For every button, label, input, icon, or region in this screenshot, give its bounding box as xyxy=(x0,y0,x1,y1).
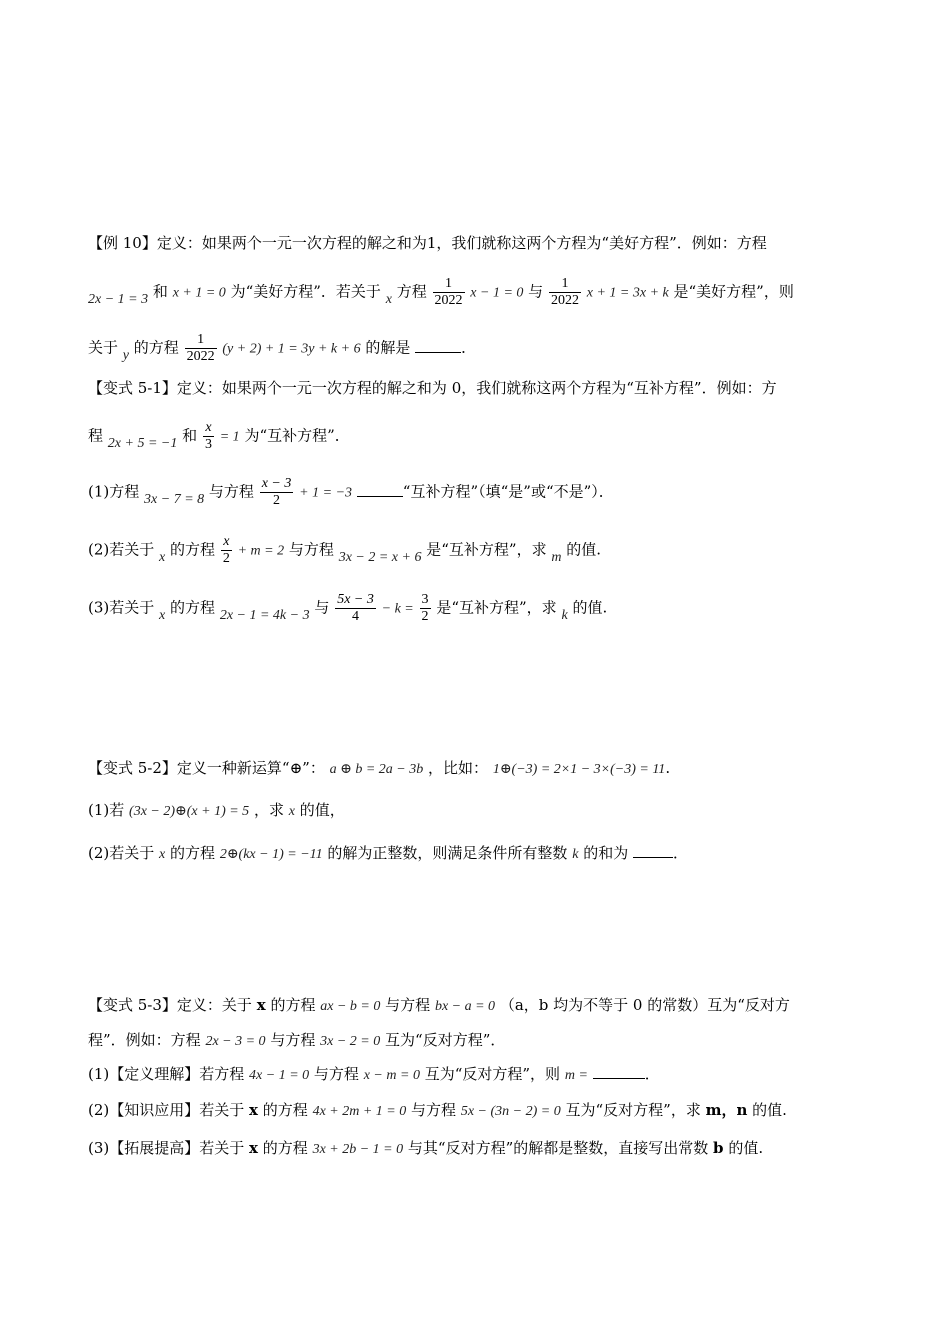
v51-line-1 xyxy=(88,378,890,398)
answer-blank[interactable] xyxy=(357,482,403,497)
v51-q3-fraction: $\frac{5x - 3}{4}$ xyxy=(337,592,374,624)
v51-q3-text: 是“互补方程”，求 xyxy=(436,598,557,617)
v53-text: 互为“反对方程”． xyxy=(385,1031,506,1049)
v52-q1-text: 的值， xyxy=(299,801,345,819)
ex10-line-2 xyxy=(88,276,890,309)
ex10-and: 和 xyxy=(152,282,168,301)
v52-q2-end: ． xyxy=(673,844,689,862)
v52-q2-text: (2)若关于 xyxy=(88,844,155,862)
v53-q3-text: 的值. xyxy=(728,1139,764,1157)
v53-q3-eq: 3x + 2b − 1 = 0 xyxy=(312,1142,404,1157)
ex10-text: 的解是 xyxy=(365,338,411,357)
v53-q2-var-x: x xyxy=(249,1101,258,1119)
v52-text: ，比如： xyxy=(428,759,489,777)
v53-eq-2: bx − a = 0 xyxy=(434,999,496,1014)
v51-text: 【变式 5-1】定义：如果两个一元一次方程的解之和为 0，我们就称这两个方程为“互补方程”．例如：方 xyxy=(88,379,777,397)
v51-and: 和 xyxy=(182,426,198,445)
v52-q1-eq: (3x − 2)⊕(x + 1) = 5 xyxy=(129,804,250,819)
v53-q1-text: (1)【定义理解】若方程 xyxy=(88,1065,245,1083)
v53-q2-text: 的值. xyxy=(752,1101,787,1119)
v51-q3-text: 与 xyxy=(314,598,330,617)
v51-text: 为“互补方程”． xyxy=(244,426,350,445)
v53-q2 xyxy=(88,1100,890,1122)
v53-text: 与方程 xyxy=(385,996,431,1014)
v52-line-1 xyxy=(88,758,890,780)
v51-q1-text: 与方程 xyxy=(208,482,254,501)
ex10-text: 关于 xyxy=(88,338,119,357)
v53-q1-end: ． xyxy=(644,1065,660,1083)
v53-q1-eq-2: x − m = 0 xyxy=(363,1068,420,1083)
ex10-eq-3: x − 1 = 0 xyxy=(470,285,524,301)
ex10-line-3 xyxy=(88,332,890,365)
v51-eq-1: 2x + 5 = −1 xyxy=(107,435,178,451)
ex10-text: 是“美好方程”，则 xyxy=(673,282,794,301)
v52-q2-eq: 2⊕(kx − 1) = −11 xyxy=(219,847,323,862)
v53-q3-text: 与其“反对方程”的解都是整数，直接写出常数 xyxy=(407,1139,709,1157)
v52-q1 xyxy=(88,800,890,822)
v53-line-2 xyxy=(88,1030,890,1052)
ex10-with: 与 xyxy=(528,282,544,301)
ex10-text: 【例 10】定义：如果两个一元一次方程的解之和为1，我们就称这两个方程为“美好方程”．例如：方程 xyxy=(88,234,767,252)
ex10-fraction: $\frac{1}{2022}$ xyxy=(186,332,215,364)
v53-q1 xyxy=(88,1064,890,1086)
v51-line-2 xyxy=(88,420,890,453)
v51-q2-text: 的方程 xyxy=(170,540,216,559)
v53-q3-var-b: b xyxy=(713,1139,724,1157)
v51-text: 程 xyxy=(88,426,104,445)
v51-q1-text: (1)方程 xyxy=(88,482,140,501)
v53-q3 xyxy=(88,1138,890,1160)
ex10-var-x: x xyxy=(385,291,392,307)
v51-q2-eq-2: 3x − 2 = x + 6 xyxy=(338,549,422,565)
answer-blank[interactable] xyxy=(593,1064,645,1079)
v51-q1 xyxy=(88,476,890,509)
v51-q2-text: (2)若关于 xyxy=(88,540,155,559)
ex10-end: ． xyxy=(461,338,477,357)
v53-q2-text: 互为“反对方程”，求 xyxy=(565,1101,701,1119)
v53-q3-text: (3)【拓展提高】若关于 xyxy=(88,1139,245,1157)
v51-q3-fraction-2: $\frac{3}{2}$ xyxy=(421,592,429,624)
v52-text: 【变式 5-2】定义一种新运算“⊕”： xyxy=(88,759,325,777)
v53-q2-text: 与方程 xyxy=(411,1101,457,1119)
v53-q2-eq-2: 5x − (3n − 2) = 0 xyxy=(460,1104,561,1119)
ex10-eq-4: x + 1 = 3x + k xyxy=(586,285,669,301)
v51-eq-2: = 1 xyxy=(219,429,240,445)
v51-q3 xyxy=(88,592,890,625)
v51-q2-text: 是“互补方程”，求 xyxy=(426,540,547,559)
v51-q2-fraction: $\frac{x}{2}$ xyxy=(222,534,230,566)
answer-blank[interactable] xyxy=(633,843,673,858)
ex10-text: 为“美好方程”．若关于 xyxy=(230,282,381,301)
v52-q2-text: 的方程 xyxy=(170,844,216,862)
v51-q3-text: 的值. xyxy=(572,598,608,617)
ex10-text: 的方程 xyxy=(133,338,179,357)
v53-q1-text: 互为“反对方程”，则 xyxy=(424,1065,561,1083)
ex10-text: 方程 xyxy=(396,282,427,301)
v53-eq-4: 3x − 2 = 0 xyxy=(320,1034,381,1049)
v52-q2 xyxy=(88,843,890,865)
ex10-eq-1: 2x − 1 = 3 xyxy=(88,291,149,307)
v51-q1-eq-1: 3x − 7 = 8 xyxy=(144,491,205,507)
v52-eq-1: a ⊕ b = 2a − 3b xyxy=(329,762,424,777)
v53-q2-vars-mn: m，n xyxy=(705,1101,748,1119)
v53-text: 的方程 xyxy=(270,996,316,1014)
v51-q3-eq-2: − k = xyxy=(381,601,414,617)
v51-q1-text: “互补方程”（填“是”或“不是”）． xyxy=(402,482,614,501)
v53-q2-text: 的方程 xyxy=(262,1101,308,1119)
v52-q2-text: 的和为 xyxy=(583,844,629,862)
v51-q2-var-x: x xyxy=(159,549,166,565)
v51-q1-eq-2: + 1 = −3 xyxy=(299,485,353,501)
v52-q1-text: ，求 xyxy=(253,801,284,819)
ex10-line-1 xyxy=(88,233,890,253)
v53-q2-eq-1: 4x + 2m + 1 = 0 xyxy=(312,1104,407,1119)
v53-q1-eq-3: m = xyxy=(564,1068,588,1083)
v51-q3-var-x: x xyxy=(159,607,166,623)
v52-q2-var-x: x xyxy=(159,847,166,862)
v53-text: 程”．例如：方程 xyxy=(88,1031,201,1049)
v53-eq-3: 2x − 3 = 0 xyxy=(205,1034,266,1049)
v51-q3-var-k: k xyxy=(561,607,568,623)
v51-q2-eq-1: + m = 2 xyxy=(237,543,285,559)
v53-text: （a，b 均为不等于 0 的常数）互为“反对方 xyxy=(499,996,790,1014)
ex10-eq-5: (y + 2) + 1 = 3y + k + 6 xyxy=(222,341,361,357)
v52-end: . xyxy=(665,759,671,777)
v51-q3-text: (3)若关于 xyxy=(88,598,155,617)
v51-q2 xyxy=(88,534,890,567)
v52-q1-text: (1)若 xyxy=(88,801,125,819)
v53-q3-var-x: x xyxy=(249,1139,258,1157)
v52-eq-2: 1⊕(−3) = 2×1 − 3×(−3) = 11 xyxy=(492,762,666,777)
v53-text: 与方程 xyxy=(270,1031,316,1049)
v53-q1-text: 与方程 xyxy=(313,1065,359,1083)
v51-q2-text: 与方程 xyxy=(288,540,334,559)
v53-text: 【变式 5-3】定义：关于 xyxy=(88,996,252,1014)
v52-q1-var-x: x xyxy=(288,804,295,819)
v53-line-1 xyxy=(88,995,890,1017)
v52-q2-var-k: k xyxy=(572,847,579,862)
v53-eq-1: ax − b = 0 xyxy=(320,999,381,1014)
answer-blank[interactable] xyxy=(415,338,461,353)
v51-q2-text: 的值. xyxy=(566,540,602,559)
v52-q2-text: 的解为正整数，则满足条件所有整数 xyxy=(327,844,568,862)
v53-var-x: x xyxy=(256,996,266,1014)
v51-q3-eq-1: 2x − 1 = 4k − 3 xyxy=(219,607,310,623)
v51-q1-fraction: $\frac{x - 3}{2}$ xyxy=(261,476,292,508)
ex10-var-y: y xyxy=(122,347,130,363)
ex10-eq-2: x + 1 = 0 xyxy=(172,285,226,301)
ex10-fraction: $\frac{1}{2022}$ xyxy=(550,276,579,308)
v51-q2-var-m: m xyxy=(551,549,562,565)
v51-q3-text: 的方程 xyxy=(170,598,216,617)
ex10-fraction: $\frac{1}{2022}$ xyxy=(434,276,463,308)
v53-q3-text: 的方程 xyxy=(262,1139,308,1157)
v51-fraction: $\frac{x}{3}$ xyxy=(204,420,212,452)
v53-q2-text: (2)【知识应用】若关于 xyxy=(88,1101,245,1119)
v53-q1-eq-1: 4x − 1 = 0 xyxy=(249,1068,310,1083)
